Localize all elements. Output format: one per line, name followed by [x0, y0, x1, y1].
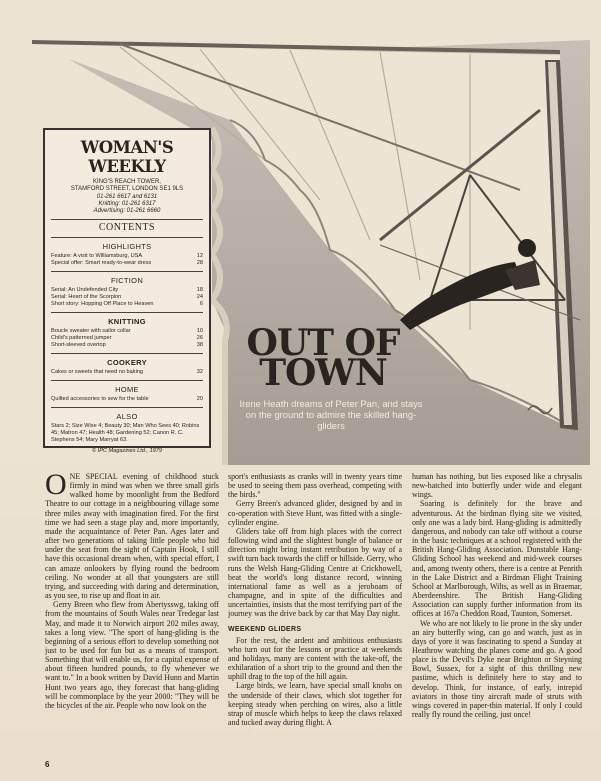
headline-line: OUT OF	[246, 322, 400, 364]
paragraph: Soaring is definitely for the brave and adventurous. At the birdman flying site we visited, only one was a lady bird. Hang-gliding is admittedly dangerous, and nobody can take off without a course in the basic techniques at a school registered with the British Hang-Gliding Association. Dunstable Hang-Gliding School has weekend and mid-week courses and, among twenty others, there is a centre at Penrith in the Lake District and a Birdman Flight Training School at Marlborough, Wilts, as well as in Braemar, Aberdeenshire. The British Hang-Gliding Association can supply further information from its offices at 167a Cheddon Road, Taunton, Somerset.	[412, 499, 582, 619]
contents-entry: Special offer: Smart ready-to-wear dress 28	[51, 260, 203, 267]
standfirst: Irene Heath dreams of Peter Pan, and stays on the ground to admire the skilled hang-gliders	[239, 398, 423, 431]
contents-box	[43, 128, 211, 455]
section-heading: KNITTING	[108, 317, 146, 327]
contents-entry: Quilted accessories to sew for the table 20	[51, 396, 203, 403]
divider	[51, 407, 203, 408]
contents-entry: Serial: An Undefended City 18	[51, 287, 203, 294]
section-heading: ALSO	[116, 412, 138, 422]
paragraph: Gerry Breen who flew from Abertysswg, taking off from the mountains of South Wales near Tredegar last May, and made it to Norwich airport 202 miles away, takes a long view. "The sport of hang-gliding is the beginning of a serious effort to develop something not just to be used for fun but as a means of transport. Something that will enable us, for a capital expense of about fifteen hundred pounds, to fly whenever we want to." In a book written by David Hunn and Martin Hunt two years ago, they forecast that hang-gliding will be commonplace by the year 2000: "They will be the bicycles of the air. People who now look on the	[45, 600, 219, 710]
section-heading: HIGHLIGHTS	[102, 242, 152, 252]
headline-line: TOWN	[259, 352, 387, 394]
contents-entry: Short-sleeved overtop 38	[51, 342, 203, 349]
page-number: 6	[45, 760, 50, 769]
divider	[51, 380, 203, 381]
section-heading: FICTION	[110, 276, 144, 286]
divider	[51, 353, 203, 354]
paragraph: sport's enthusiasts as cranks will in twenty years time be used to seeing them pass overhead, competing with the birds."	[228, 472, 402, 500]
section-heading: COOKERY	[107, 358, 147, 368]
paragraph: Large birds, we learn, have special small knobs on the underside of their claws, which slot together for keeping steady when perching on wires, also a little strap of muscle which helps to keep the claws relaxed and tucked away during flight. A	[228, 681, 402, 728]
contents-entry: Short story: Hopping Off Place to Heaven 6	[51, 301, 203, 308]
paragraph: For the rest, the ardent and ambitious enthusiasts who turn out for the lessons or practice at weekends and holidays, many are content with the take-off, the exhilaration of a short trip to the ground and then the uphill drag to the top of the hill again.	[228, 635, 402, 682]
article-column-2	[228, 472, 402, 762]
contents-entry: Child's patterned jumper 26	[51, 335, 203, 342]
address-line: STAMFORD STREET, LONDON SE1 9LS	[70, 186, 184, 193]
contents-entry: Boucle sweater with sailor collar 10	[51, 328, 203, 335]
divider	[51, 237, 203, 238]
divider	[51, 312, 203, 313]
divider	[51, 271, 203, 272]
address-line: KING'S REACH TOWER,	[93, 179, 161, 185]
paragraph: ONE SPECIAL evening of childhood stuck firmly in mind was when we three small girls walked home by moonlight from the Bedford Theatre to our cottage in a neighbouring village some three miles away with imagination fired. For the first time we had seen a stage play and, more importantly, made the acquaintance of Peter Pan. Ages later and after two generations of taking little people who hid under the seat from the sight of Captain Hook, I still have this occasional dream when, with special effort, I can amaze onlookers by flying round the bedroom ceiling. No wonder at all that youngsters are still trying, and succeeding with daring and determination, as you see, to rise up and float in air.	[45, 472, 219, 601]
paragraph: human has nothing, but lies exposed like a chrysalis new-hatched into butterfly under wide and elegant wings.	[412, 472, 582, 500]
article-column-3	[412, 472, 582, 762]
section-heading: HOME	[115, 385, 139, 395]
contents-entry: Serial: Heart of the Scorpion 24	[51, 294, 203, 301]
contents-title: CONTENTS	[98, 222, 156, 234]
drop-cap: O	[45, 472, 67, 501]
masthead: WOMAN'S WEEKLY	[80, 138, 174, 176]
article-headline	[238, 322, 408, 394]
contents-entry: Cakes or sweets that need no baking 32	[51, 369, 203, 376]
paragraph: Gliders take off from high places with the correct following wind and the slightest bungle of balance or direction might bring instant retribution by way of a swift turn back towards the cliff or hillside. Gerry, who runs the Welsh Hang-Gliding Centre at Crickhowell, beat the world's long distance record, winning international fame as well as a jeroboam of champagne, and in spite of the difficulties and uncertainties, insists that the most terrifying part of the journey was the drive back by car that May Day night.	[228, 526, 402, 619]
advertising-phone: Advertising: 01-261 6660	[93, 208, 161, 215]
divider	[51, 219, 203, 220]
article-column-1	[45, 472, 219, 762]
copyright-notice: © IPC Magazines Ltd., 1979	[91, 448, 163, 455]
subheading: WEEKEND GLIDERS	[228, 625, 302, 633]
knitting-phone: Knitting: 01-261 6317	[98, 200, 156, 207]
contents-entry: Feature: A visit to Williamsburg, USA 12	[51, 253, 203, 260]
paragraph: Gerry Breen's advanced glider, designed by and in co-operation with Steve Hunt, was fitted with a single-cylinder engine.	[228, 499, 402, 527]
also-list: Stars 2; Size Wise 4; Beauty 30; Man Who Sees 40; Robins 45; Matron 47; Health 48; Gardening 52; Canon R. C. Stephens 54; Mary Marryat 63.	[51, 423, 200, 444]
phone-line: 01-261 6617 and 6131	[96, 193, 158, 200]
paragraph: We who are not likely to lie prone in the sky under an airy butterfly wing, can go and watch, just as in days of yore it was fascinating to spend a Sunday at Heathrow watching the planes come and go. A good place is the Devil's Dyke near Brighton or Steyning Bowl, Sussex, for a sight of this thrilling new pastime, which is definitely here to stay and to develop. Think, for instance, of early, intrepid aviators in those tiny aircraft made of struts with wings covered in paper-thin material. If only I could really fly round the ceiling, just once!	[412, 618, 582, 720]
address-block	[51, 179, 203, 215]
